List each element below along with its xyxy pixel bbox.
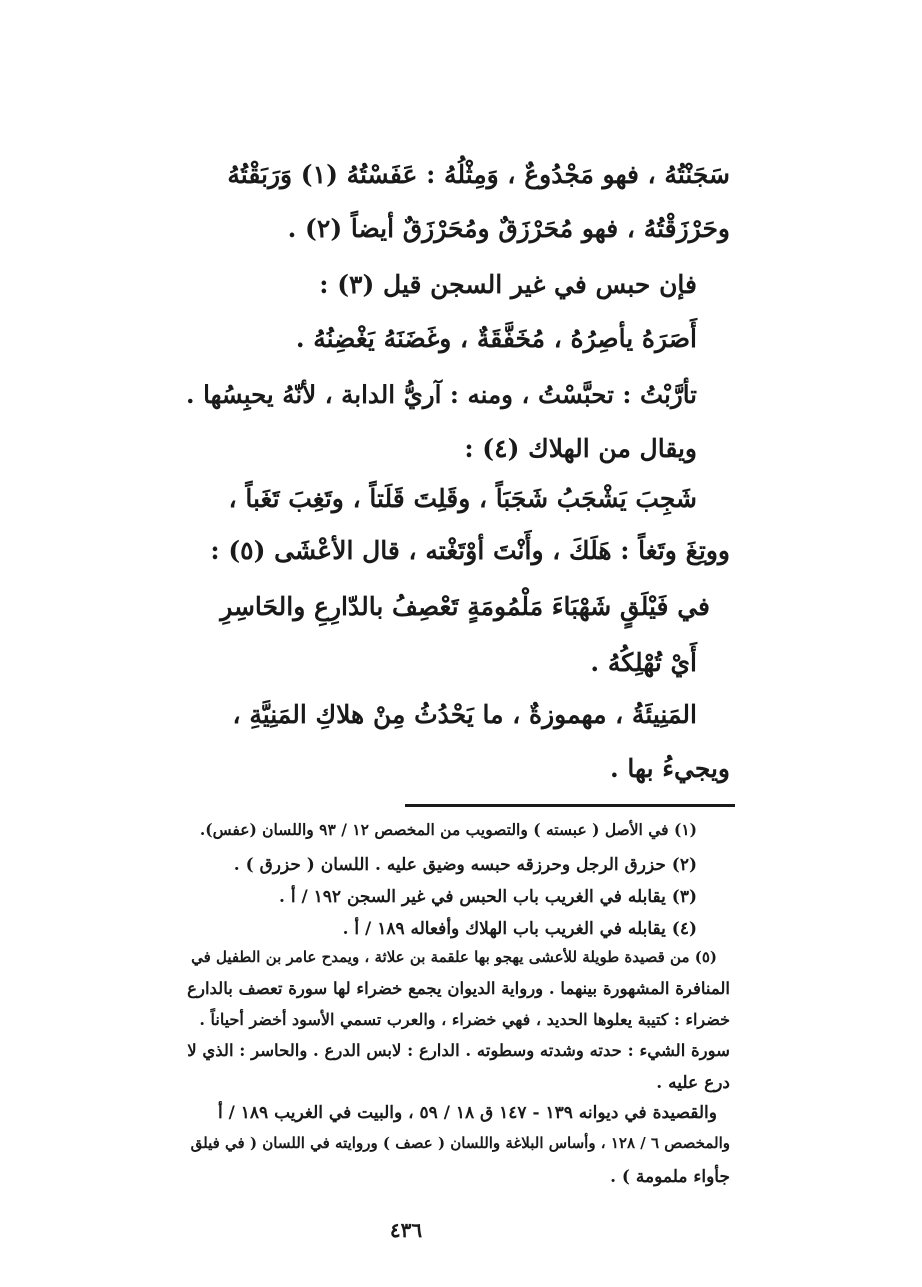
footnote-line: خضراء : كتيبة يعلوها الحديد ، فهي خضراء ، والعرب تسمي الأسود أخضر أحياناً . [199,1010,730,1029]
main-text-line: أَصَرَهُ يأصِرُهُ ، مُخَفَّقَةٌ ، وغَضَنَهُ يَغْضِنُهُ . [295,324,697,353]
footnote-line: (١) في الأصل ( عبسته ) والتصويب من المخصص ١٢ / ٩٣ واللسان (عفس). [199,820,697,839]
footnote-line: درع عليه . [656,1073,730,1093]
footnote-line: والقصيدة في ديوانه ١٣٩ - ١٤٧ ق ١٨ / ٥٩ ، والبيت في الغريب ١٨٩ / أ [218,1103,717,1123]
main-text-line: تأرَّبْتُ : تحبَّسْتُ ، ومنه : آريُّ الدابة ، لأنّهُ يحبِسُها . [186,380,697,409]
page-number: ٤٣٦ [389,1218,423,1242]
verse-line: في فَيْلَقٍ شَهْبَاءَ مَلْمُومَةٍ تَعْصِفُ بالدّارِعِ والحَاسِرِ [220,592,710,621]
footnote-line: جأواء ملمومة ) . [610,1167,730,1187]
footnote-line: والمخصص ٦ / ١٢٨ ، وأساس البلاغة واللسان ( عصف ) وروايته في اللسان ( في فيلق [190,1134,730,1152]
main-text-line: المَنِيئَةُ ، مهموزةٌ ، ما يَحْدُثُ مِنْ هلاكِ المَنِيَّةِ ، [232,700,697,729]
main-text-line: ويقال من الهلاك (٤) : [464,434,697,463]
footnote-separator [405,804,735,807]
main-text-line: سَجَنْتُهُ ، فهو مَجْدُوعٌ ، وَمِثْلُهُ : عَفَسْتُهُ (١) وَرَبَقْتُهُ [227,160,730,189]
footnote-line: (٥) من قصيدة طويلة للأعشى يهجو بها علقمة بن علاثة ، ويمدح عامر بن الطفيل في [191,948,717,966]
main-text-line: ويجيءُ بها . [610,754,730,783]
footnote-line: (٢) حزرق الرجل وحرزقه حبسه وضيق عليه . اللسان ( حزرق ) . [233,855,697,875]
main-text-line: أَيْ تُهْلِكُهُ . [590,648,697,677]
main-text-line: ووتِغَ وتَغاً : هَلَكَ ، وأَنْتَ أوْتَغْته ، قال الأعْشَى (٥) : [210,536,730,565]
footnote-line: (٤) يقابله في الغريب باب الهلاك وأفعاله ١٨٩ / أ . [342,919,697,939]
main-text-line: وحَرْزَقْتُهُ ، فهو مُحَرْزَقٌ ومُحَرْزَقٌ أيضاً (٢) . [287,214,730,243]
main-text-line: فإن حبس في غير السجن قيل (٣) : [319,270,697,299]
footnote-line: المنافرة المشهورة بينهما . ورواية الديوان يجمع خضراء لها سورة تعصف بالدارع [187,979,730,998]
footnote-line: (٣) يقابله في الغريب باب الحبس في غير السجن ١٩٢ / أ . [279,887,697,907]
footnote-line: سورة الشيء : حدته وشدته وسطوته . الدارع : لابس الدرع . والحاسر : الذي لا [187,1041,730,1060]
main-text-line: شَجِبَ يَشْجَبُ شَجَبَاً ، وقَلِتَ قَلَتاً ، وتَغِبَ تَغَباً ، [228,484,697,513]
